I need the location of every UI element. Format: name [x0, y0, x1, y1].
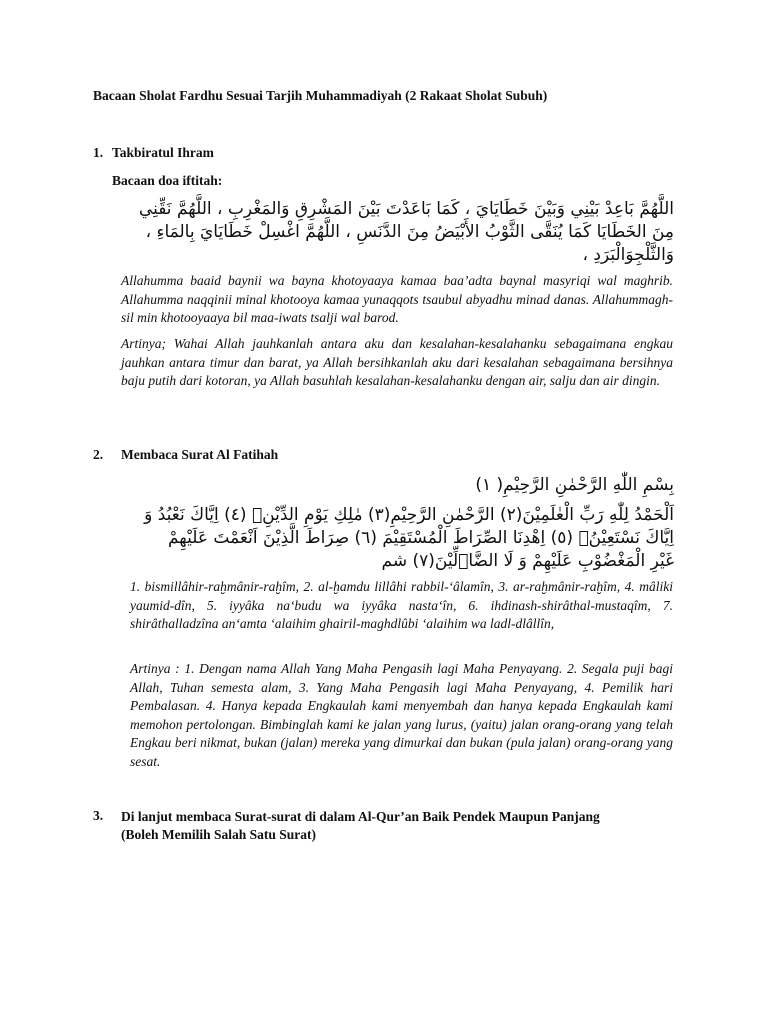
arabic-line: اَلْحَمْدُ لِلّٰهِ رَبِّ الْعٰلَمِيْنَ(٢) الرَّحْمٰنِ الرَّحِيْمِ(٣) مٰلِكِ يَوْمِ الدِّيْنِۗ (٤) اِيَّاكَ نَعْبُدُ وَ	[144, 505, 674, 525]
iftitah-translation: Artinya; Wahai Allah jauhkanlah antara aku dan kesalahan-kesalahanku sebagaimana engkau jauhkan antara timur dan barat, ya Allah bersihkanlah aku dari kesalahan sebagaimana bersihnya baju putih dari kotoran, ya Allah basuhlah kesalahan-kesalahanku dengan air, salju dan air dingin.	[121, 336, 673, 388]
arabic-line: مِنَ الخَطَايَا كَمَا يُنَقَّى الثَّوْبُ الأَبْيَضُ مِنَ الدَّنَسِ ، اللَّهُمَّ اغْسِلْ خَطَايَايَ بِالمَاءِ ،	[145, 222, 674, 242]
section-3-number: 3.	[93, 808, 104, 823]
section-1-heading: Takbiratul Ihram	[112, 145, 214, 160]
iftitah-arabic-text	[112, 198, 674, 267]
iftitah-transliteration: Allahumma baaid baynii wa bayna khotoyaaya kamaa baa’adta baynal masyriqi wal maghrib. Allahumma naqqinii minal khotooya kamaa yunaqqots tsaubul abyadhu minad danas. Allahummagh-sil min khotooyaaya bil maa-iwats tsalji wal barod.	[121, 273, 673, 325]
section-3-heading	[121, 808, 600, 844]
arabic-line: وَالثَّلْجِوَالْبَرَدِ ،	[582, 245, 674, 265]
fatihah-transliteration: 1. bismillâhir-raḫmânir-raḫîm, 2. al-ḫamdu lillâhi rabbil-‘âlamîn, 3. ar-raḫmânir-raḫîm, 4. mâliki yaumid-dîn, 5. iyyâka na‘budu wa iyyâka nasta‘în, 6. ihdinash-shirâthal-mustaqîm, 7. shirâthalladzîna an‘amta ‘alaihim ghairil-maghdlûbi ‘alaihim wa ladl-dlâllîn,	[130, 579, 673, 631]
fatihah-arabic-text	[121, 474, 674, 573]
section-1-number: 1.	[93, 145, 104, 160]
page-title: Bacaan Sholat Fardhu Sesuai Tarjih Muhammadiyah (2 Rakaat Sholat Subuh)	[93, 88, 548, 103]
arabic-line: غَيْرِ الْمَغْضُوْبِ عَلَيْهِمْ وَ لَا الضَّاۤلِّيْنَ(٧) شم	[381, 551, 674, 571]
section-2-number: 2.	[93, 447, 104, 462]
arabic-line: بِسْمِ اللّٰهِ الرَّحْمٰنِ الرَّحِيْمِ( ١)	[475, 475, 674, 495]
section-3-heading-line: (Boleh Memilih Salah Satu Surat)	[121, 827, 317, 842]
fatihah-translation: Artinya : 1. Dengan nama Allah Yang Maha Pengasih lagi Maha Penyayang. 2. Segala puji bagi Allah, Tuhan semesta alam, 3. Yang Maha Pengasih lagi Maha Penyayang, 4. Pemilik hari Pembalasan. 4. Hanya kepada Engkaulah kami menyembah dan hanya kepada Engkaulah kami memohon pertolongan. Bimbinglah kami ke jalan yang lurus, (yaitu) jalan orang-orang yang telah Engkau beri nikmat, bukan (jalan) mereka yang dimurkai dan bukan (pula jalan) orang-orang yang sesat.	[130, 661, 673, 769]
section-1-subheading: Bacaan doa iftitah:	[112, 173, 223, 188]
arabic-line: اِيَّاكَ نَسْتَعِيْنُۗ (٥) اِهْدِنَا الصِّرَاطَ الْمُسْتَقِيْمَ (٦) صِرَاطَ الَّذِيْنَ اَنْعَمْتَ عَلَيْهِمْ	[167, 528, 674, 548]
section-3-heading-line: Di lanjut membaca Surat-surat di dalam Al-Qur’an Baik Pendek Maupun Panjang	[121, 809, 600, 824]
arabic-line: اللَّهُمَّ بَاعِدْ بَيْنِي وَبَيْنَ خَطَايَايَ ، كَمَا بَاعَدْتَ بَيْنَ المَشْرِقِ وَالمَغْرِبِ ، اللَّهُمَّ نَقِّنِي	[138, 199, 674, 219]
section-2-heading: Membaca Surat Al Fatihah	[121, 447, 279, 462]
